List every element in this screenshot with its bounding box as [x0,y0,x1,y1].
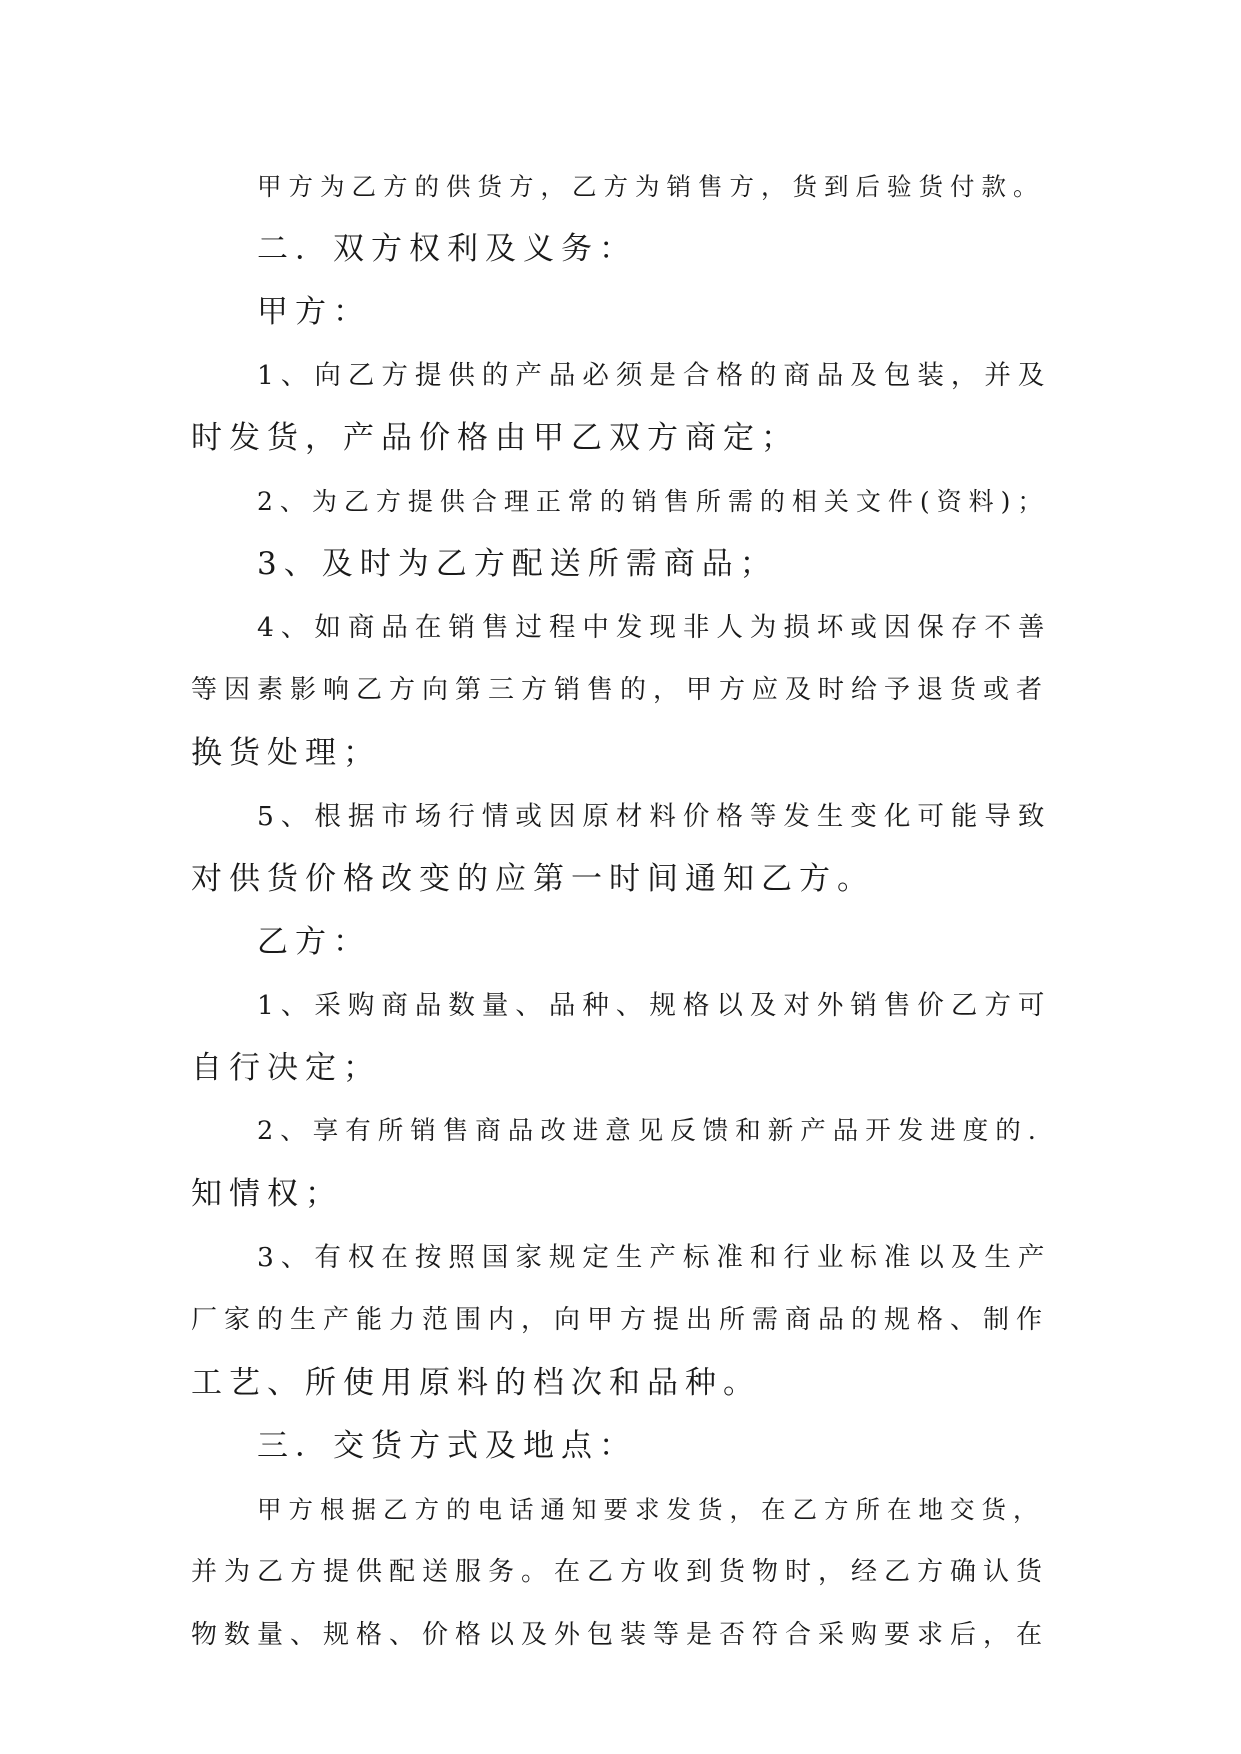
party-label: 乙方： [257,924,371,960]
text-line: 甲方根据乙方的电话通知要求发货，在乙方所在地交货， [257,1495,1045,1524]
text-line: 工艺、所使用原料的档次和品种。 [191,1365,761,1401]
text-line: 2、为乙方提供合理正常的销售所需的相关文件(资料)； [257,487,1050,516]
section-heading: 三．交货方式及地点： [257,1428,637,1464]
text-line: 知情权； [191,1176,343,1212]
text-line: 3、有权在按照国家规定生产标准和行业标准以及生产 [257,1242,1052,1273]
text-line: 并为乙方提供配送服务。在乙方收到货物时，经乙方确认货 [191,1557,1050,1587]
text-line: 3、及时为乙方配送所需商品； [257,546,778,582]
text-line: 物数量、规格、价格以及外包装等是否符合采购要求后，在 [191,1620,1050,1650]
text-line: 4、如商品在销售过程中发现非人为损坏或因保存不善 [257,612,1052,643]
text-line: 等因素影响乙方向第三方销售的，甲方应及时给予退货或者 [191,675,1050,705]
text-line: 1、采购商品数量、品种、规格以及对外销售价乙方可 [257,990,1052,1021]
document-body [191,155,1051,1667]
text-line: 对供货价格改变的应第一时间通知乙方。 [191,861,875,897]
text-line: 5、根据市场行情或因原材料价格等发生变化可能导致 [257,801,1052,832]
text-line: 厂家的生产能力范围内，向甲方提出所需商品的规格、制作 [191,1305,1050,1335]
text-line: 换货处理； [191,735,381,771]
text-line: 2、享有所销售商品改进意见反馈和新产品开发进度的. [257,1116,1043,1146]
text-line: 1、向乙方提供的产品必须是合格的商品及包装，并及 [257,360,1052,391]
section-heading: 二．双方权利及义务： [257,231,637,267]
text-line: 自行决定； [191,1050,381,1086]
text-line: 时发货，产品价格由甲乙双方商定； [191,420,799,456]
text-line: 甲方为乙方的供货方，乙方为销售方，货到后验货付款。 [257,172,1045,201]
party-label: 甲方： [257,294,371,330]
